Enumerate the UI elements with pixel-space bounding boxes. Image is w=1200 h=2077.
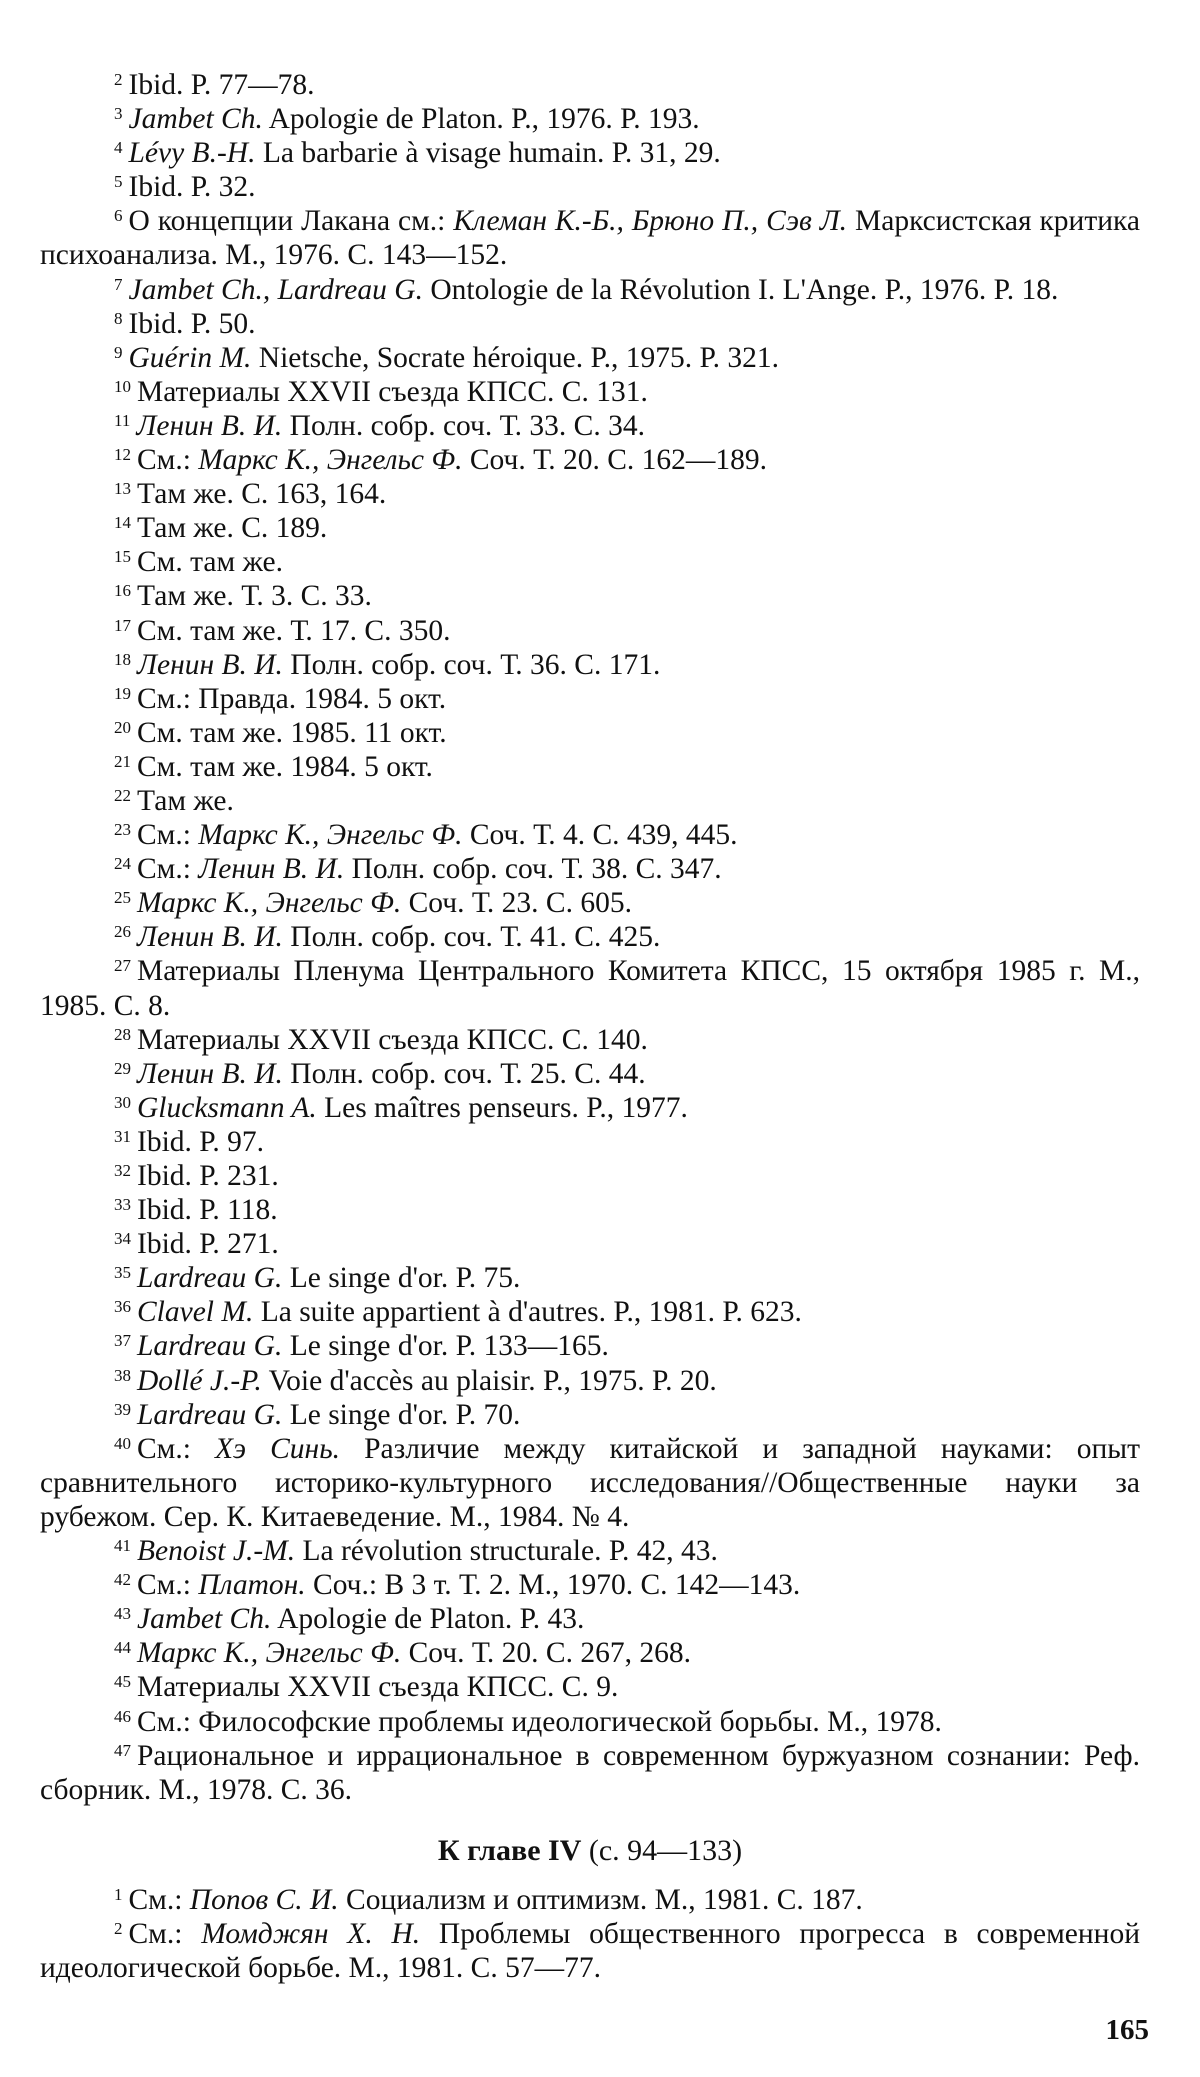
- footnote-number: 16: [114, 581, 131, 601]
- footnote-text: См. там же. Т. 17. С. 350.: [137, 614, 451, 647]
- footnote: [40, 750, 1140, 784]
- footnote-author: Dollé J.-P.: [137, 1364, 262, 1397]
- footnote-number: 9: [114, 342, 123, 362]
- footnote: [40, 68, 1140, 102]
- footnote-number: 28: [114, 1024, 131, 1044]
- footnote: [40, 102, 1140, 136]
- endnotes: [40, 68, 1140, 1985]
- footnote-author: Ленин В. И.: [137, 921, 283, 954]
- footnote-number: 13: [114, 479, 131, 499]
- footnote-number: 27: [114, 956, 131, 976]
- footnote-text: Рациональное и иррациональное в современном буржуазном сознании: Реф. сборник. М., 1978. С. 36.: [40, 1739, 1140, 1806]
- footnote: [40, 511, 1140, 545]
- footnote-text: См. там же.: [137, 546, 283, 579]
- footnote-number: 6: [114, 206, 123, 226]
- footnote-text: Проблемы общественного прогресса в современной идеологической борьбе. М., 1981. С. 57—77.: [40, 1917, 1141, 1984]
- footnote-text: Марксистская критика психоанализа. М., 1976. С. 143—152.: [40, 205, 1140, 272]
- footnote-text: La suite appartient à d'autres. P., 1981. P. 623.: [253, 1296, 802, 1329]
- footnote-number: 7: [114, 274, 123, 294]
- footnote-number: 11: [114, 410, 131, 430]
- footnote-author: Benoist J.-M.: [137, 1535, 296, 1568]
- footnote: [40, 1193, 1140, 1227]
- footnote: [40, 1398, 1140, 1432]
- footnote-number: 33: [114, 1195, 131, 1215]
- footnote-text: La révolution structurale. P. 42, 43.: [295, 1535, 718, 1568]
- footnote-number: 24: [114, 854, 131, 874]
- footnote-number: 15: [114, 547, 131, 567]
- footnote-text: Le singe d'or. P. 70.: [282, 1398, 521, 1431]
- footnote-text: Соч. Т. 4. С. 439, 445.: [462, 819, 738, 852]
- footnote-text: Les maîtres penseurs. P., 1977.: [316, 1091, 688, 1124]
- footnote-author: Clavel M.: [137, 1296, 254, 1329]
- footnote-author: Lardreau G.: [137, 1398, 283, 1431]
- footnote: [40, 341, 1140, 375]
- footnote-number: 35: [114, 1263, 131, 1283]
- footnote-number: 2: [114, 1918, 123, 1938]
- footnote-number: 4: [114, 138, 123, 158]
- footnote-text: Полн. собр. соч. Т. 36. С. 171.: [282, 648, 661, 681]
- footnote-author: Платон.: [198, 1569, 306, 1602]
- footnote-text: Там же. Т. 3. С. 33.: [137, 580, 372, 613]
- footnote: [40, 136, 1140, 170]
- chapter-3-footnotes: [40, 68, 1140, 1807]
- footnote-text: См.:: [137, 819, 199, 852]
- footnote-author: Glucksmann A.: [137, 1091, 317, 1124]
- footnote-author: Jambet Ch., Lardreau G.: [128, 273, 423, 306]
- footnote-number: 43: [114, 1604, 131, 1624]
- footnote: [40, 1295, 1140, 1329]
- footnote-number: 31: [114, 1126, 131, 1146]
- footnote-text: См. там же. 1985. 11 окт.: [137, 716, 447, 749]
- footnote-text: Материалы Пленума Центрального Комитета КПСС, 15 октября 1985 г. М., 1985. С. 8.: [40, 955, 1140, 1022]
- footnote-number: 32: [114, 1161, 131, 1180]
- footnote-number: 18: [114, 649, 131, 669]
- footnote: [40, 1329, 1140, 1363]
- footnote-author: Lardreau G.: [137, 1262, 283, 1295]
- footnote-author: Маркс К., Энгельс Ф.: [137, 887, 402, 920]
- footnote-number: 47: [114, 1740, 131, 1760]
- footnote: [40, 1364, 1140, 1398]
- footnote-author: Маркс К., Энгельс Ф.: [198, 819, 463, 852]
- footnote-number: 14: [114, 513, 131, 533]
- footnote: [40, 954, 1140, 1022]
- footnote: [40, 1091, 1140, 1125]
- footnote: [40, 1739, 1140, 1807]
- footnote-number: 26: [114, 922, 131, 942]
- footnote: [40, 545, 1140, 579]
- chapter-heading-pages: (с. 94—133): [581, 1833, 743, 1867]
- footnote-text: Voie d'accès au plaisir. P., 1975. P. 20.: [261, 1364, 717, 1397]
- footnote-text: Ibid. P. 271.: [137, 1228, 279, 1261]
- footnote-text: О концепции Лакана см.:: [128, 205, 454, 238]
- footnote-number: 21: [114, 751, 131, 771]
- footnote-author: Lévy B.-H.: [128, 137, 256, 170]
- footnote-author: Маркс К., Энгельс Ф.: [198, 444, 463, 477]
- footnote-author: Момджян Х. Н.: [201, 1917, 421, 1950]
- footnote: [40, 1883, 1140, 1917]
- footnote-author: Хэ Синь.: [215, 1432, 340, 1465]
- footnote: [40, 170, 1140, 204]
- footnote: [40, 614, 1140, 648]
- footnote: [40, 1705, 1140, 1739]
- chapter-heading-title: К главе IV: [437, 1833, 582, 1867]
- footnote: [40, 307, 1140, 341]
- footnote-number: 19: [114, 683, 131, 703]
- chapter-heading: [40, 1833, 1140, 1869]
- footnote-number: 37: [114, 1331, 131, 1351]
- footnote-number: 42: [114, 1570, 131, 1590]
- footnote: [40, 1125, 1140, 1159]
- footnote-text: Ibid. P. 32.: [128, 171, 256, 204]
- footnote-number: 25: [114, 888, 131, 908]
- footnote-text: Ibid. P. 97.: [137, 1125, 265, 1158]
- footnote: [40, 716, 1140, 750]
- footnote-text: Соч. Т. 20. С. 162—189.: [462, 444, 767, 477]
- footnote-number: 46: [114, 1706, 131, 1726]
- footnote-text: См.:: [128, 1917, 202, 1950]
- footnote: [40, 1636, 1140, 1670]
- footnote-text: Различие между китайской и западной науками: опыт сравнительного историко-культурного исследования//Общественные науки за рубежом. Сер. К. Китаеведение. М., 1984. № 4.: [40, 1432, 1141, 1533]
- footnote: [40, 648, 1140, 682]
- footnote: [40, 409, 1140, 443]
- footnote: [40, 1227, 1140, 1261]
- footnote-text: Ibid. P. 77—78.: [128, 69, 315, 101]
- footnote-text: Материалы XXVII съезда КПСС. С. 9.: [137, 1671, 619, 1704]
- footnote-text: Полн. собр. соч. Т. 25. С. 44.: [282, 1057, 646, 1090]
- footnote-author: Ленин В. И.: [137, 648, 283, 681]
- footnote-number: 23: [114, 820, 131, 840]
- footnote-number: 2: [114, 70, 123, 89]
- footnote: [40, 1602, 1140, 1636]
- footnote-number: 41: [114, 1536, 131, 1556]
- footnote-text: Ibid. P. 50.: [128, 307, 256, 340]
- footnote-text: Полн. собр. соч. Т. 33. С. 34.: [282, 409, 645, 442]
- footnote-text: См. там же. 1984. 5 окт.: [137, 750, 433, 783]
- footnote-author: Lardreau G.: [137, 1330, 283, 1363]
- footnote: [40, 784, 1140, 818]
- footnote-text: См.:: [137, 853, 199, 886]
- footnote-number: 22: [114, 785, 131, 805]
- footnote: [40, 1432, 1140, 1534]
- footnote-author: Guérin M.: [128, 341, 252, 374]
- footnote-text: La barbarie à visage humain. P. 31, 29.: [255, 137, 721, 170]
- footnote-text: Соч. Т. 20. С. 267, 268.: [401, 1637, 691, 1670]
- footnote-text: Ontologie de la Révolution I. L'Ange. P., 1976. P. 18.: [422, 273, 1059, 306]
- footnote-author: Маркс К., Энгельс Ф.: [137, 1637, 402, 1670]
- footnote-author: Jambet Ch.: [128, 103, 263, 136]
- footnote-text: См.: Философские проблемы идеологической борьбы. М., 1978.: [137, 1705, 942, 1738]
- footnote: [40, 1568, 1140, 1602]
- footnote: [40, 1917, 1140, 1985]
- footnote-number: 12: [114, 445, 131, 465]
- footnote-author: Ленин В. И.: [137, 1057, 283, 1090]
- footnote-number: 5: [114, 172, 123, 192]
- footnote-number: 10: [114, 376, 131, 396]
- footnote-text: Там же. С. 163, 164.: [137, 478, 387, 511]
- footnote-text: См.:: [137, 444, 199, 477]
- footnote-text: См.: Правда. 1984. 5 окт.: [137, 682, 447, 715]
- footnote-text: Материалы XXVII съезда КПСС. С. 131.: [137, 375, 648, 408]
- chapter-4-footnotes: [40, 1883, 1140, 1985]
- footnote: [40, 886, 1140, 920]
- footnote: [40, 852, 1140, 886]
- footnote: [40, 920, 1140, 954]
- footnote-number: 45: [114, 1672, 131, 1692]
- footnote-text: См.:: [137, 1432, 216, 1465]
- footnote-text: Le singe d'or. P. 75.: [282, 1262, 521, 1295]
- footnote-number: 38: [114, 1365, 131, 1385]
- footnote-number: 44: [114, 1638, 131, 1658]
- footnote-text: Соч.: В 3 т. Т. 2. М., 1970. С. 142—143.: [305, 1569, 801, 1602]
- footnote: [40, 273, 1140, 307]
- footnote-text: Материалы XXVII съезда КПСС. С. 140.: [137, 1023, 648, 1056]
- footnote-text: Полн. собр. соч. Т. 38. С. 347.: [344, 853, 722, 886]
- footnote-text: Ibid. P. 118.: [137, 1194, 278, 1227]
- footnote-number: 8: [114, 308, 123, 328]
- page-number: 165: [1105, 2014, 1149, 2046]
- footnote-number: 40: [114, 1433, 131, 1453]
- footnote-text: Там же. С. 189.: [137, 512, 328, 545]
- footnote: [40, 1261, 1140, 1295]
- footnote-text: Le singe d'or. P. 133—165.: [282, 1330, 609, 1363]
- footnote-text: Соч. Т. 23. С. 605.: [401, 887, 632, 920]
- footnote-number: 17: [114, 615, 131, 635]
- footnote-text: Социализм и оптимизм. М., 1981. С. 187.: [338, 1883, 863, 1916]
- footnote: [40, 443, 1140, 477]
- footnote: [40, 682, 1140, 716]
- footnote-text: Nietsche, Socrate héroique. P., 1975. P. 321.: [251, 341, 780, 374]
- footnote-author: Jambet Ch.: [137, 1603, 272, 1636]
- footnote-number: 36: [114, 1297, 131, 1317]
- footnote-author: Ленин В. И.: [136, 409, 283, 442]
- footnote-text: Apologie de Platon. P. 43.: [271, 1603, 585, 1636]
- footnote: [40, 204, 1140, 272]
- footnote-author: Ленин В. И.: [198, 853, 345, 886]
- footnote-author: Клеман К.-Б., Брюно П., Сэв Л.: [453, 205, 848, 238]
- footnote: [40, 477, 1140, 511]
- footnote-text: Там же.: [137, 784, 234, 817]
- footnote-author: Попов С. И.: [189, 1883, 339, 1916]
- footnote: [40, 1534, 1140, 1568]
- footnote: [40, 818, 1140, 852]
- footnote-text: Ibid. P. 231.: [137, 1160, 279, 1192]
- footnote-number: 1: [114, 1884, 123, 1904]
- footnote-text: См.:: [128, 1883, 190, 1916]
- footnote: [40, 1670, 1140, 1704]
- footnote-number: 3: [114, 104, 123, 124]
- footnote: [40, 579, 1140, 613]
- footnote-text: См.:: [137, 1569, 199, 1602]
- footnote-number: 34: [114, 1229, 131, 1249]
- footnote-number: 20: [114, 717, 131, 737]
- footnote: [40, 1057, 1140, 1091]
- footnote-number: 29: [114, 1058, 131, 1078]
- footnote-text: Полн. собр. соч. Т. 41. С. 425.: [282, 921, 661, 954]
- footnote: [40, 1023, 1140, 1057]
- footnote-number: 39: [114, 1399, 131, 1419]
- footnote: [40, 1159, 1140, 1193]
- footnote: [40, 375, 1140, 409]
- footnote-number: 30: [114, 1092, 131, 1112]
- footnote-text: Apologie de Platon. P., 1976. P. 193.: [262, 103, 700, 136]
